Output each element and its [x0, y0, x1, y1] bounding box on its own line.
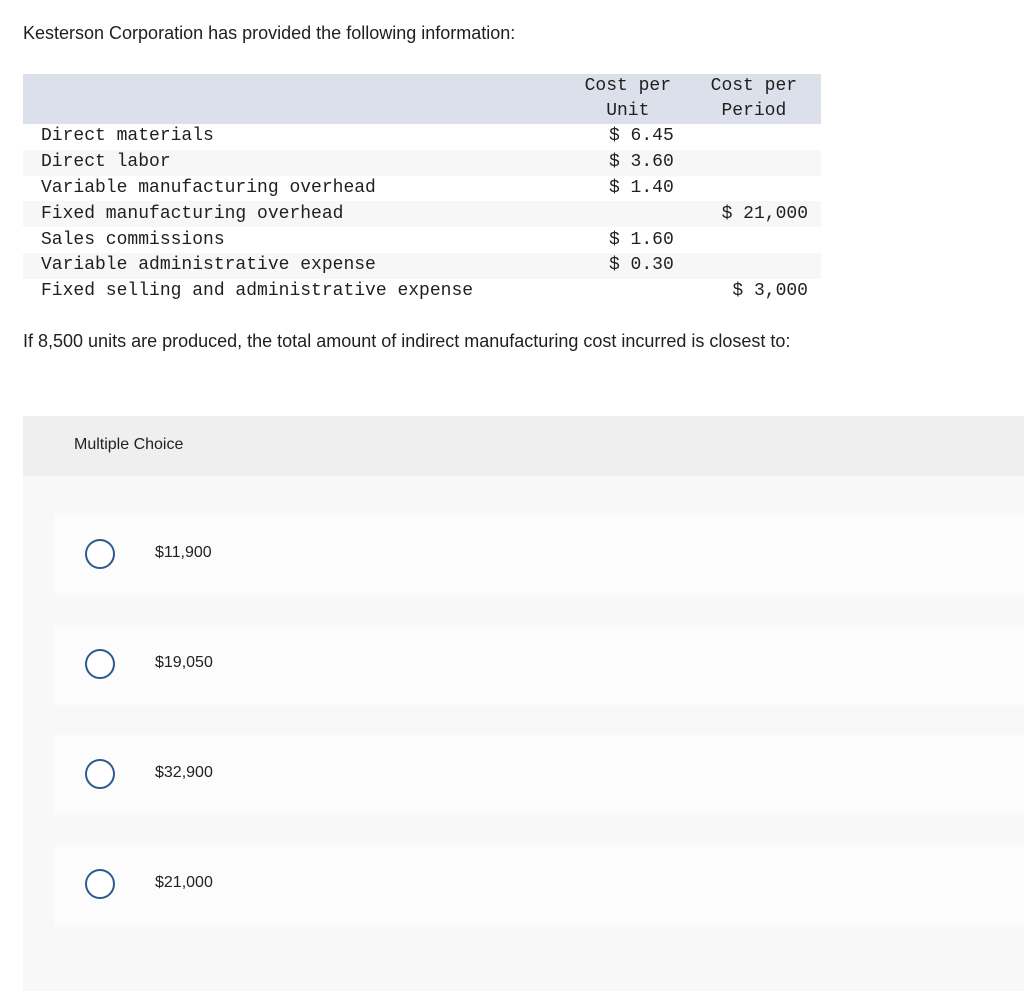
choice-option-2[interactable]: [54, 625, 1024, 705]
choice-option-4[interactable]: [54, 845, 1024, 925]
header-cost-per-period-line2: Period: [721, 101, 787, 121]
intro-text: Kesterson Corporation has provided the following information:: [23, 23, 516, 43]
row-label: Fixed manufacturing overhead: [41, 203, 344, 224]
row-cost-per-unit: $ 0.30: [608, 255, 674, 276]
row-cost-per-period: $ 21,000: [721, 203, 808, 224]
table-row: [23, 124, 821, 150]
header-cost-per-unit-line2: Unit: [606, 101, 650, 121]
table-row: [23, 176, 821, 202]
radio-button-icon[interactable]: [85, 759, 115, 789]
choice-option-3[interactable]: [54, 735, 1024, 815]
table-row: [23, 150, 821, 176]
choice-option-1[interactable]: [54, 515, 1024, 595]
table-row: [23, 227, 821, 253]
row-cost-per-period: [687, 227, 821, 253]
table-row: [23, 279, 821, 305]
header-label: [23, 74, 569, 124]
multiple-choice-section: [23, 416, 1024, 991]
table-header-row: [23, 74, 821, 124]
row-cost-per-unit: $ 3.60: [608, 152, 674, 173]
radio-button-icon[interactable]: [85, 649, 115, 679]
row-label: Variable administrative expense: [41, 255, 376, 276]
row-cost-per-unit: [569, 279, 687, 305]
row-label: Fixed selling and administrative expense: [41, 281, 474, 302]
header-cost-per-period: [687, 74, 821, 124]
multiple-choice-title: Multiple Choice: [74, 436, 184, 453]
choice-label: $11,900: [155, 544, 212, 561]
row-label: Direct labor: [41, 152, 171, 173]
radio-button-icon[interactable]: [85, 869, 115, 899]
question-text: If 8,500 units are produced, the total amount of indirect manufacturing cost incurred is closest to:: [23, 331, 791, 351]
choice-label: $21,000: [155, 874, 213, 891]
row-cost-per-period: [687, 150, 821, 176]
cost-table: [23, 74, 821, 305]
row-cost-per-unit: [569, 201, 687, 227]
choice-label: $32,900: [155, 764, 213, 781]
header-cost-per-unit: [569, 74, 687, 124]
table-row: [23, 201, 821, 227]
row-cost-per-unit: $ 1.40: [608, 177, 674, 198]
row-cost-per-period: [687, 176, 821, 202]
header-cost-per-period-line1: Cost per: [710, 76, 798, 96]
row-label: Sales commissions: [41, 229, 225, 250]
row-cost-per-period: $ 3,000: [732, 281, 808, 302]
row-label: Variable manufacturing overhead: [41, 177, 376, 198]
row-cost-per-unit: $ 1.60: [608, 229, 674, 250]
table-row: [23, 253, 821, 279]
choice-label: $19,050: [155, 654, 213, 671]
radio-button-icon[interactable]: [85, 539, 115, 569]
multiple-choice-header: [23, 416, 1024, 476]
row-cost-per-period: [687, 253, 821, 279]
row-cost-per-unit: $ 6.45: [608, 126, 674, 147]
row-cost-per-period: [687, 124, 821, 150]
header-cost-per-unit-line1: Cost per: [584, 76, 672, 96]
row-label: Direct materials: [41, 126, 214, 147]
